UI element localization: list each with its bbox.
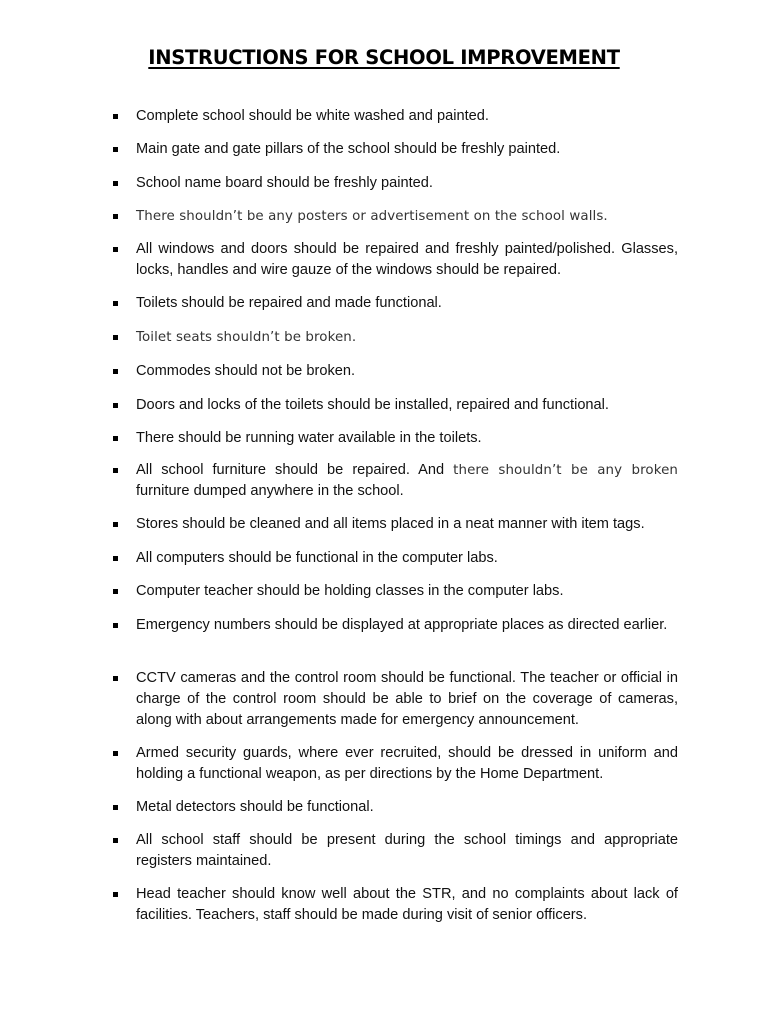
bullet-icon xyxy=(113,556,118,561)
list-item-text: CCTV cameras and the control room should be functional. The teacher or official in charge of the control room should be able to brief on the coverage of cameras, along with about arrangements made for emergency announcement. xyxy=(136,670,678,728)
bullet-icon xyxy=(113,147,118,152)
list-item-text: Commodes should not be broken. xyxy=(136,363,356,379)
bullet-icon xyxy=(113,114,118,119)
bullet-icon xyxy=(113,369,118,374)
list-item-text: Toilets should be repaired and made functional. xyxy=(136,295,442,311)
bullet-icon xyxy=(113,805,118,810)
bullet-icon xyxy=(113,751,118,756)
bullet-icon xyxy=(113,589,118,594)
bullet-icon xyxy=(113,623,118,628)
list-item-text: Head teacher should know well about the STR, and no complaints about lack of facilities. Teachers, staff should be made during visit of senior officers. xyxy=(136,886,678,923)
list-item-text xyxy=(136,460,678,502)
list-item-text: There shouldn’t be any posters or advertisement on the school walls. xyxy=(136,209,608,224)
list-item-text: Main gate and gate pillars of the school should be freshly painted. xyxy=(136,141,561,157)
list-item-text: All computers should be functional in the computer labs. xyxy=(136,550,498,566)
list-item-text: All windows and doors should be repaired and freshly painted/polished. Glasses, locks, handles and wire gauze of the windows should be repaired. xyxy=(136,241,678,278)
list-item-text: Doors and locks of the toilets should be installed, repaired and functional. xyxy=(136,397,609,413)
list-item-text: There should be running water available in the toilets. xyxy=(136,430,482,446)
bullet-icon xyxy=(113,522,118,527)
bullet-icon xyxy=(113,838,118,843)
bullet-icon xyxy=(113,181,118,186)
list-item-text: School name board should be freshly painted. xyxy=(136,175,433,191)
document-title: INSTRUCTIONS FOR SCHOOL IMPROVEMENT xyxy=(148,46,620,69)
bullet-icon xyxy=(113,468,118,473)
bullet-icon xyxy=(113,247,118,252)
bullet-icon xyxy=(113,335,118,340)
list-item-text: Complete school should be white washed and painted. xyxy=(136,108,489,124)
bullet-icon xyxy=(113,301,118,306)
bullet-icon xyxy=(113,214,118,219)
list-item-text-part: All school furniture should be repaired. And xyxy=(136,462,454,478)
bullet-icon xyxy=(113,403,118,408)
list-item-text: Stores should be cleaned and all items placed in a neat manner with item tags. xyxy=(136,516,645,532)
list-item-text-part: there shouldn’t be any broken xyxy=(453,463,679,478)
list-item-text: Armed security guards, where ever recruited, should be dressed in uniform and holding a functional weapon, as per directions by the Home Department. xyxy=(136,745,678,782)
list-item-text-part: furniture dumped anywhere in the school. xyxy=(136,483,404,499)
bullet-icon xyxy=(113,676,118,681)
list-item-text: Metal detectors should be functional. xyxy=(136,799,374,815)
list-item-text: Toilet seats shouldn’t be broken. xyxy=(136,330,357,345)
bullet-icon xyxy=(113,892,118,897)
list-item-text: All school staff should be present during the school timings and appropriate registers maintained. xyxy=(136,832,678,869)
bullet-icon xyxy=(113,436,118,441)
list-item-text: Emergency numbers should be displayed at appropriate places as directed earlier. xyxy=(136,617,668,633)
list-item-text: Computer teacher should be holding classes in the computer labs. xyxy=(136,583,564,599)
